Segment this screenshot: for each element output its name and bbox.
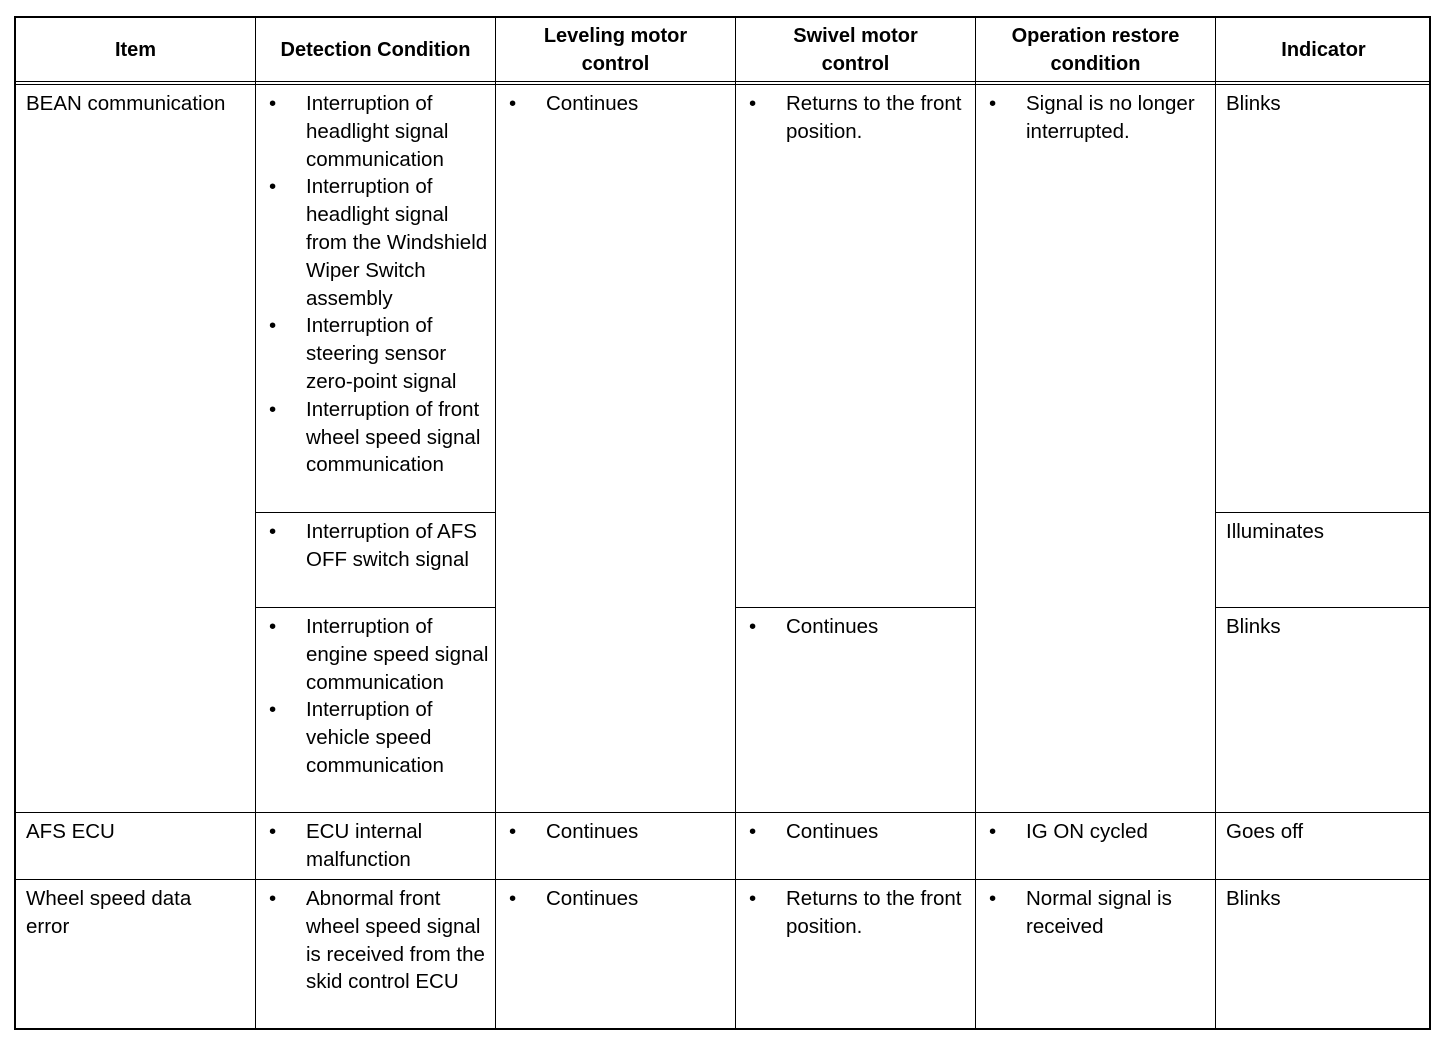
detection-condition: • Interruption of front wheel speed signal communication (256, 396, 495, 479)
item-afs-ecu: AFS ECU (26, 820, 115, 843)
detection-wheel-speed (256, 885, 495, 996)
detection-bean-group-c (256, 613, 495, 780)
detection-condition: • ECU internal malfunction (256, 818, 495, 874)
swivel-wheel-speed (736, 885, 975, 941)
row-divider (255, 512, 495, 513)
detection-condition: • Interruption of steering sensor zero-point signal (256, 312, 495, 395)
column-divider (975, 18, 976, 1028)
swivel-bean-ab (736, 90, 975, 146)
header-operation-restore-condition: Operation restore condition (1011, 25, 1180, 75)
detection-condition: • Interruption of vehicle speed communication (256, 696, 495, 779)
swivel-value: • Returns to the front position. (736, 90, 975, 146)
restore-value: • IG ON cycled (976, 818, 1215, 846)
header-divider (16, 84, 1429, 85)
restore-value: • Normal signal is received (976, 885, 1196, 941)
detection-condition: • Interruption of headlight signal communication (256, 90, 495, 173)
detection-afs-ecu (256, 818, 495, 874)
indicator-afs-ecu: Goes off (1226, 820, 1304, 843)
row-divider (735, 607, 975, 608)
row-divider (16, 879, 1429, 880)
swivel-value: • Continues (736, 818, 975, 846)
detection-bean-group-b (256, 518, 495, 574)
leveling-value: • Continues (496, 818, 735, 846)
swivel-value: • Continues (736, 613, 975, 641)
afs-fail-safe-table (14, 16, 1431, 1030)
column-divider (735, 18, 736, 1028)
detection-condition: • Interruption of AFS OFF switch signal (256, 518, 495, 574)
row-divider (16, 812, 1429, 813)
indicator-bean-a: Blinks (1226, 92, 1281, 115)
row-divider (255, 607, 495, 608)
header-swivel-motor-control: Swivel motor control (793, 25, 918, 75)
header-indicator: Indicator (1281, 39, 1366, 61)
detection-condition: • Abnormal front wheel speed signal is received from the skid control ECU (256, 885, 495, 996)
indicator-bean-c: Blinks (1226, 615, 1281, 638)
swivel-bean-c (736, 613, 975, 641)
indicator-wheel-speed: Blinks (1226, 887, 1281, 910)
restore-bean (976, 90, 1215, 146)
leveling-afs-ecu (496, 818, 735, 846)
header-item: Item (114, 39, 157, 61)
restore-value: • Signal is no longer interrupted. (976, 90, 1215, 146)
detection-bean-group-a (256, 90, 495, 479)
detection-condition: • Interruption of headlight signal from the Windshield Wiper Switch assembly (256, 173, 495, 312)
item-wheel-speed-data-error: Wheel speed data error (26, 887, 192, 938)
swivel-value: • Returns to the front position. (736, 885, 975, 941)
indicator-bean-b: Illuminates (1226, 520, 1324, 543)
leveling-wheel-speed (496, 885, 735, 913)
leveling-bean (496, 90, 735, 118)
leveling-value: • Continues (496, 90, 735, 118)
item-bean-communication: BEAN communication (26, 92, 226, 115)
header-leveling-motor-control: Leveling motor control (543, 25, 688, 75)
leveling-value: • Continues (496, 885, 735, 913)
row-divider (1215, 512, 1431, 513)
header-detection-condition: Detection Condition (280, 39, 471, 61)
detection-condition: • Interruption of engine speed signal communication (256, 613, 495, 696)
swivel-afs-ecu (736, 818, 975, 846)
restore-wheel-speed (976, 885, 1196, 941)
restore-afs-ecu (976, 818, 1215, 846)
row-divider (1215, 607, 1431, 608)
column-divider (495, 18, 496, 1028)
